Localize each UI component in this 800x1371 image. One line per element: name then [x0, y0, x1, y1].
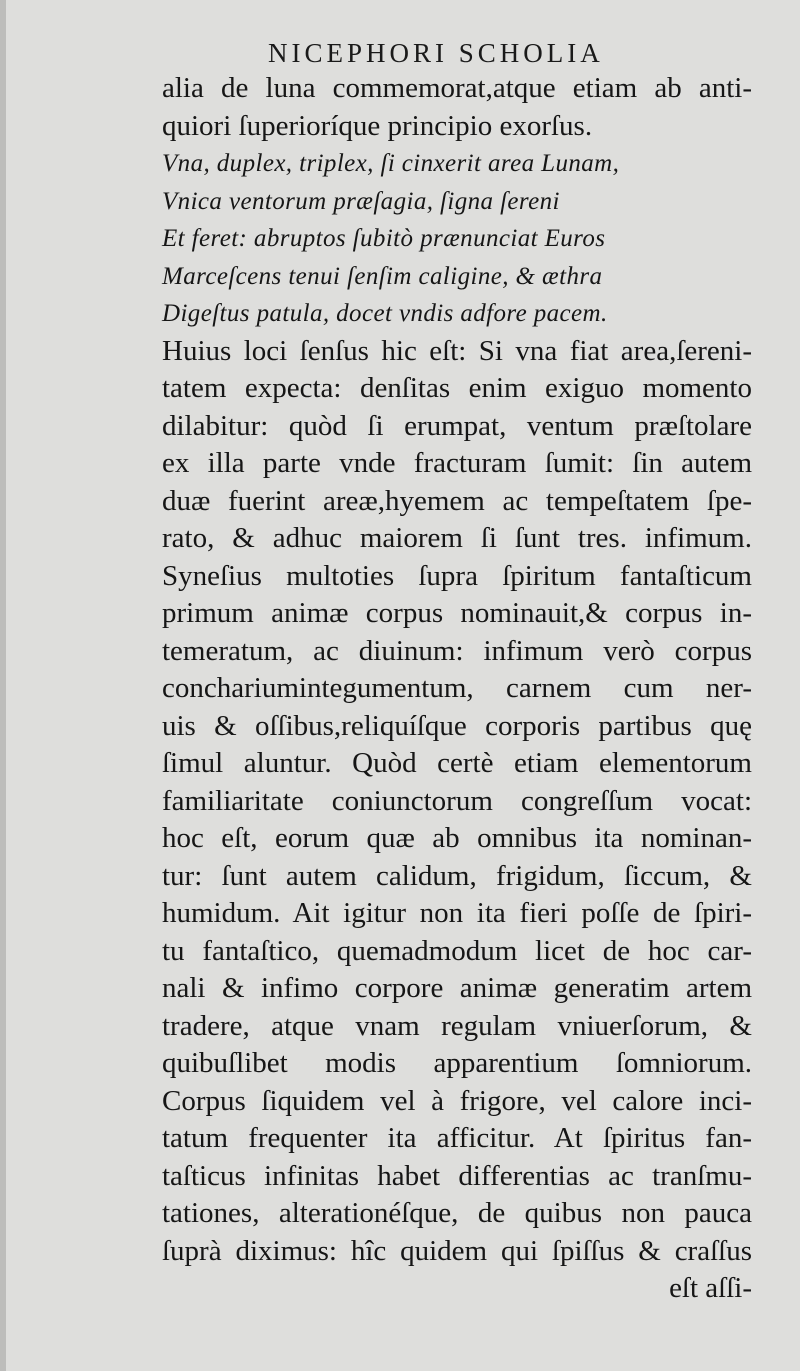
text-line: tationes, alterationéſque, de quibus non pauca	[162, 1197, 752, 1229]
text-line: humidum. Ait igitur non ita fieri poſſe de ſpiri-	[162, 897, 752, 929]
body-text	[162, 70, 752, 1308]
text-line: primum animæ corpus nominauit,& corpus in-	[162, 597, 752, 629]
text-line: tatem expecta: denſitas enim exiguo momento	[162, 372, 752, 404]
text-line: familiaritate coniunctorum congreſſum vocat:	[162, 784, 752, 817]
text-line: Corpus ſiquidem vel à frigore, vel calore inci-	[162, 1084, 752, 1117]
text-line: ſuprà diximus: hîc quidem qui ſpiſſus & craſſus	[162, 1234, 752, 1267]
text-line: alia de luna commemorat,atque etiam ab anti-	[162, 72, 752, 104]
catchword: eſt aſſi-	[669, 1272, 752, 1304]
text-line: tradere, atque vnam regulam vniuerſorum, &	[162, 1009, 752, 1042]
text-line: hoc eſt, eorum quæ ab omnibus ita nominan-	[162, 822, 752, 854]
verse-line: Digeſtus patula, docet vndis adfore pacem.	[162, 300, 608, 327]
text-line: uis & oſſibus,reliquíſque corporis partibus quę	[162, 709, 752, 742]
text-line: ex illa parte vnde fracturam ſumit: ſin autem	[162, 447, 752, 479]
text-line: conchariumintegumentum, carnem cum ner-	[162, 672, 752, 704]
text-line: dilabitur: quòd ſi erumpat, ventum præſtolare	[162, 409, 752, 442]
text-line: quibuſlibet modis apparentium ſomniorum.	[162, 1047, 752, 1079]
verse-line: Et feret: abruptos ſubitò prænunciat Euros	[162, 225, 606, 252]
text-line: Syneſius multoties ſupra ſpiritum fantaſticum	[162, 559, 752, 592]
verse-line: Marceſcens tenui ſenſim caligine, & æthra	[162, 262, 603, 290]
text-line: rato, & adhuc maiorem ſi ſunt tres. infimum.	[162, 522, 752, 554]
text-line: quiori ſuperioríque principio exorſus.	[162, 109, 593, 142]
text-line: taſticus infinitas habet differentias ac tranſmu-	[162, 1159, 752, 1192]
running-head: NICEPHORI SCHOLIA	[268, 38, 604, 68]
text-line: tu fantaſtico, quemadmodum licet de hoc car-	[162, 934, 752, 967]
text-line: nali & infimo corpore animæ generatim artem	[162, 972, 752, 1004]
verse-line: Vna, duplex, triplex, ſi cinxerit area Lunam,	[162, 150, 620, 177]
text-line: temeratum, ac diuinum: infimum verò corpus	[162, 634, 752, 667]
text-line: Huius loci ſenſus hic eſt: Si vna fiat area,ſereni-	[162, 334, 752, 367]
text-line: tur: ſunt autem calidum, frigidum, ſiccum, &	[162, 859, 752, 892]
text-line: duæ fuerint areæ,hyemem ac tempeſtatem ſpe-	[162, 484, 752, 517]
verse-line: Vnica ventorum præſagia, ſigna ſereni	[162, 187, 560, 215]
text-line: ſimul aluntur. Quòd certè etiam elementorum	[162, 747, 752, 779]
text-line: tatum frequenter ita afficitur. At ſpiritus fan-	[162, 1122, 752, 1154]
